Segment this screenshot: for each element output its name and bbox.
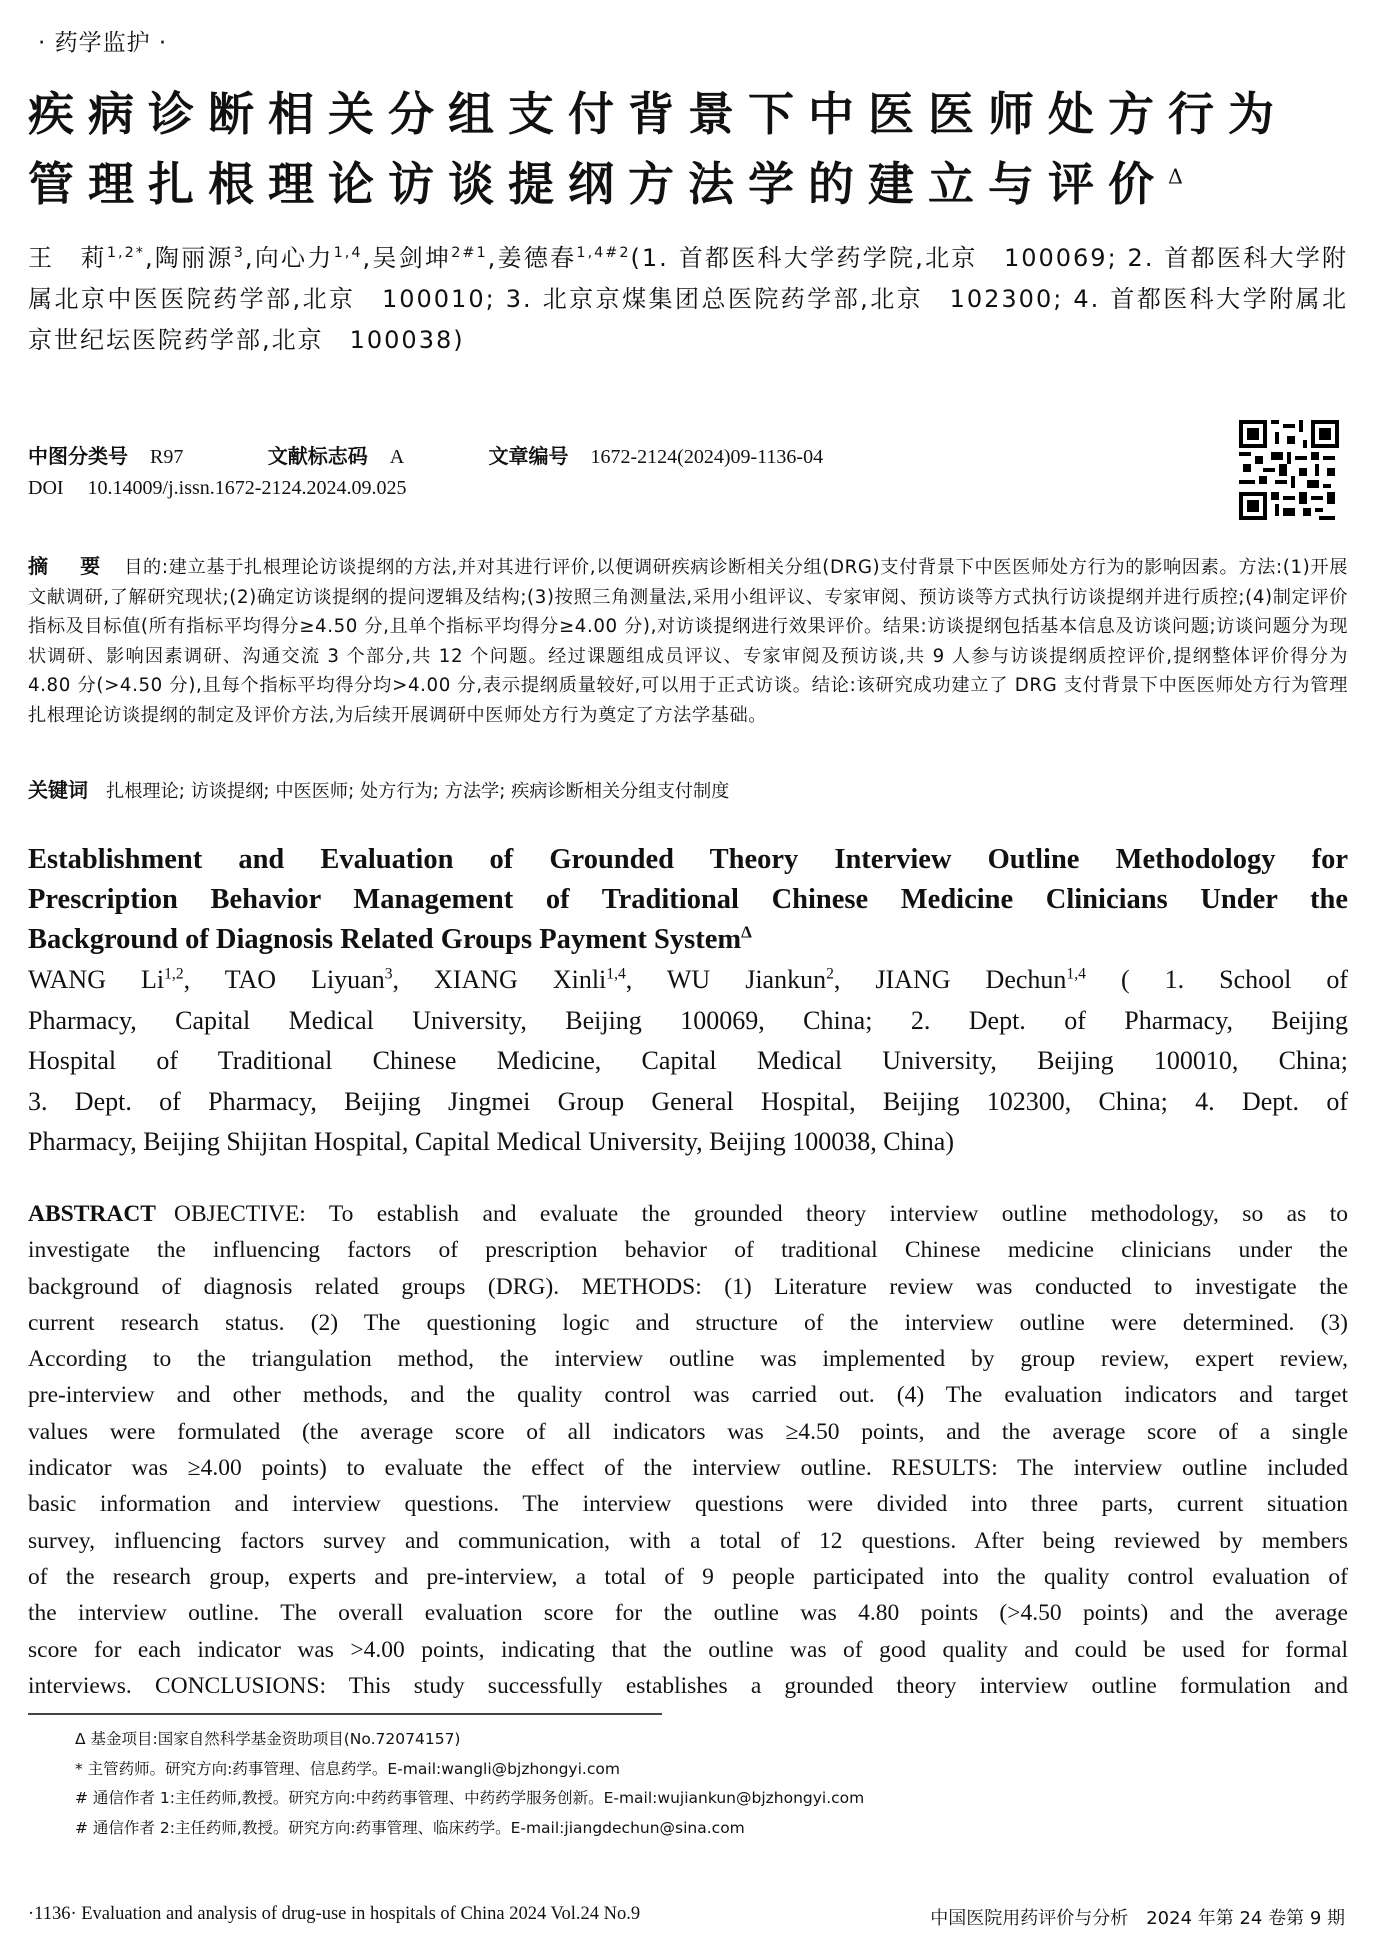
chinese-title-text-1: 疾病诊断相关分组支付背景下中医医师处方行为 bbox=[28, 87, 1288, 141]
chinese-abstract bbox=[28, 552, 1348, 731]
author-sup: 1,2 bbox=[164, 965, 184, 983]
chinese-keywords bbox=[28, 775, 1348, 807]
english-authors bbox=[28, 960, 1348, 1163]
author-sup: 1,4 bbox=[1066, 965, 1086, 983]
english-abstract-line: basic information and interview questions. The interview questions were divided into three parts, current situation bbox=[28, 1491, 1348, 1518]
english-authors-line-1: WANG Li$^{1,2}$, TAO Liyuan$^3$, XIANG Xinli$^{1,4}$, WU Jiankun$^2$, JIANG Dechun$^{1,4}$ ( 1. School of bbox=[28, 965, 1349, 994]
english-abstract-line: values were formulated (the average score of all indicators was ≥4.50 points, and the average score of a single bbox=[28, 1418, 1348, 1445]
author-sup: 3 bbox=[384, 965, 393, 983]
english-title bbox=[28, 840, 1348, 960]
chinese-authors: 王 莉$^{1,2*}$,陶丽源$^3$,向心力$^{1,4}$,吴剑坤$^{2\#1}$,姜德春$^{1,4\#2}$(1. 首都医科大学药学院,北京 100069; 2. 首都医科大学附属北京中医医院药学部,北京 100010; 3. 北京京煤集团总医院药学部,北京 102300; 4. 首都医科大学附属北京世纪坛医院药学部,北京 100038) bbox=[28, 244, 1349, 354]
footnote-corresponding-1: # 通信作者 1:主任药师,教授。研究方向:中药药事管理、中药药学服务创新。E-mail:wujiankun@bjzhongyi.com bbox=[75, 1789, 865, 1808]
footnote-first-author: * 主管药师。研究方向:药事管理、信息药学。E-mail:wangli@bjzhongyi.com bbox=[75, 1759, 620, 1778]
author-sup: 1,4#2 bbox=[576, 245, 631, 261]
author-name: WANG Li bbox=[28, 965, 165, 994]
footnote-corresponding-2: # 通信作者 2:主任药师,教授。研究方向:药事管理、临床药学。E-mail:jiangdechun@sina.com bbox=[75, 1819, 745, 1838]
english-abstract-line: investigate the influencing factors of prescription behavior of traditional Chinese medicine clinicians under the bbox=[28, 1237, 1348, 1264]
english-abstract-label: ABSTRACT bbox=[28, 1201, 156, 1227]
funding-mark: Δ bbox=[741, 922, 752, 942]
english-abstract-text: OBJECTIVE: To establish and evaluate the grounded theory interview outline methodology, so as to bbox=[173, 1201, 1348, 1227]
english-abstract-line: interviews. CONCLUSIONS: This study successfully establishes a grounded theory interview outline formulation and bbox=[28, 1672, 1348, 1699]
english-abstract-line: indicator was ≥4.00 points) to evaluate the effect of the interview outline. RESULTS: The interview outline included bbox=[28, 1455, 1348, 1482]
footnotes bbox=[75, 1725, 1275, 1844]
english-abstract-line-1 bbox=[28, 1196, 1348, 1232]
clc-label: 中图分类号 bbox=[28, 444, 128, 468]
author-name: WU Jiankun bbox=[666, 965, 827, 994]
author-name: 吴剑坤 bbox=[372, 244, 452, 272]
chinese-affiliations: (1. 首都医科大学药学院,北京 100069; 2. 首都医科大学附属北京中医医院药学部,北京 100010; 3. 北京京煤集团总医院药学部,北京 102300; 4. 首都医科大学附属北京世纪坛医院药学部,北京 100038) bbox=[28, 244, 1349, 354]
chinese-keywords-label: 关键词 bbox=[28, 778, 88, 802]
english-abstract-line: background of diagnosis related groups (DRG). METHODS: (1) Literature review was conducted to investigate the bbox=[28, 1273, 1348, 1300]
author-name: 王 莉 bbox=[28, 244, 107, 272]
footnote-divider bbox=[28, 1713, 662, 1715]
doi-value[interactable]: 10.14009/j.issn.1672-2124.2024.09.025 bbox=[87, 477, 407, 499]
author-name: TAO Liyuan bbox=[224, 965, 385, 994]
author-name: 向心力 bbox=[254, 244, 334, 272]
english-title-text-3: Background of Diagnosis Related Groups Payment System bbox=[28, 924, 742, 955]
page-footer-chinese: 中国医院用药评价与分析 2024 年第 24 卷第 9 期 bbox=[930, 1908, 1345, 1929]
chinese-abstract-label: 摘 要 bbox=[28, 554, 107, 578]
author-name: XIANG Xinli bbox=[434, 965, 607, 994]
author-sup: 2 bbox=[826, 965, 834, 983]
english-title-line-1: Establishment and Evaluation of Grounded Theory Interview Outline Methodology for bbox=[28, 844, 1348, 875]
english-abstract-line: current research status. (2) The questioning logic and structure of the interview outline were determined. (3) bbox=[28, 1309, 1348, 1336]
english-affiliation-line: Pharmacy, Capital Medical University, Beijing 100069, China; 2. Dept. of Pharmacy, Beijing bbox=[28, 1005, 1348, 1035]
english-abstract-line: pre-interview and other methods, and the quality control was carried out. (4) The evaluation indicators and target bbox=[28, 1382, 1348, 1409]
funding-mark: Δ bbox=[1168, 164, 1183, 189]
author-sup: 1,2* bbox=[106, 245, 145, 261]
author-name: JIANG Dechun bbox=[875, 965, 1067, 994]
affiliation-start: ( 1. School of bbox=[1120, 965, 1349, 994]
footnote-funding: Δ 基金项目:国家自然科学基金资助项目(No.72074157) bbox=[75, 1730, 461, 1748]
page-footer-english: ·1136· Evaluation and analysis of drug-use in hospitals of China 2024 Vol.24 No.9 bbox=[28, 1904, 641, 1924]
english-affiliation-line: Hospital of Traditional Chinese Medicine, Capital Medical University, Beijing 100010, China; bbox=[28, 1046, 1348, 1075]
author-sup: 1,4 bbox=[606, 965, 626, 983]
doc-code-value: A bbox=[389, 446, 405, 468]
chinese-title-text-2: 管理扎根理论访谈提纲方法学的建立与评价 bbox=[28, 157, 1168, 211]
author-name: 陶丽源 bbox=[154, 244, 234, 272]
english-abstract-line: the interview outline. The overall evaluation score for the outline was 4.80 points (>4.50 points) and the average bbox=[28, 1600, 1348, 1627]
chinese-title-line-1 bbox=[28, 82, 1358, 146]
english-abstract-line: survey, influencing factors survey and communication, with a total of 12 questions. After being reviewed by members bbox=[28, 1527, 1348, 1554]
author-sup: 3 bbox=[233, 245, 245, 261]
english-abstract-line: score for each indicator was >4.00 points, indicating that the outline was of good quality and could be used for formal bbox=[28, 1636, 1348, 1663]
english-abstract-line: of the research group, experts and pre-interview, a total of 9 people participated into the quality control evaluation of bbox=[28, 1563, 1348, 1590]
chinese-abstract-text: 目的:建立基于扎根理论访谈提纲的方法,并对其进行评价,以便调研疾病诊断相关分组(DRG)支付背景下中医医师处方行为的影响因素。方法:(1)开展文献调研,了解研究现状;(2)确定访谈提纲的提问逻辑及结构;(3)按照三角测量法,采用小组评议、专家审阅、预访谈等方式执行访谈提纲并进行质控;(4)制定评价指标及目标值(所有指标平均得分≥4.50 分,且单个指标平均得分≥4.00 分),对访谈提纲进行效果评价。结果:访谈提纲包括基本信息及访谈问题;访谈问题分为现状调研、影响因素调研、沟通交流 3 个部分,共 12 个问题。经过课题组成员评议、专家审阅及预访谈,共 9 人参与访谈提纲质控评价,提纲整体评价得分为 4.80 分(>4.50 分),且每个指标平均得分均>4.00 分,表示提纲质量较好,可以用于正式访谈。结论:该研究成功建立了 DRG 支付背景下中医医师处方行为管理扎根理论访谈提纲的制定及评价方法,为后续开展调研中医师处方行为奠定了方法学基础。 bbox=[28, 557, 1349, 726]
english-title-line-3 bbox=[28, 920, 1348, 960]
english-abstract bbox=[28, 1196, 1348, 1704]
english-title-line-2: Prescription Behavior Management of Traditional Chinese Medicine Clinicians Under the bbox=[28, 884, 1348, 915]
clc-value: R97 bbox=[150, 446, 184, 468]
doi-row bbox=[28, 477, 406, 500]
author-sup: 1,4 bbox=[333, 245, 363, 261]
doi-label: DOI bbox=[28, 477, 64, 499]
chinese-title-line-2 bbox=[28, 152, 1358, 216]
qr-code-icon[interactable] bbox=[1233, 420, 1345, 520]
english-affiliation-line: 3. Dept. of Pharmacy, Beijing Jingmei Group General Hospital, Beijing 102300, China; 4. Dept. of bbox=[28, 1086, 1348, 1116]
article-no-label: 文章编号 bbox=[488, 444, 569, 468]
english-abstract-line: According to the triangulation method, the interview outline was implemented by group review, expert review, bbox=[28, 1346, 1348, 1373]
classification-row bbox=[28, 440, 901, 469]
english-affiliation-line: Pharmacy, Beijing Shijitan Hospital, Capital Medical University, Beijing 100038, China) bbox=[28, 1127, 954, 1156]
section-tag: · 药学监护 · bbox=[38, 30, 168, 56]
author-sup: 2#1 bbox=[451, 245, 488, 261]
doc-code-label: 文献标志码 bbox=[267, 444, 368, 468]
author-name: 姜德春 bbox=[497, 244, 577, 272]
article-no-value: 1672-2124(2024)09-1136-04 bbox=[590, 446, 824, 468]
chinese-keywords-text: 扎根理论; 访谈提纲; 中医医师; 处方行为; 方法学; 疾病诊断相关分组支付制度 bbox=[106, 781, 730, 802]
